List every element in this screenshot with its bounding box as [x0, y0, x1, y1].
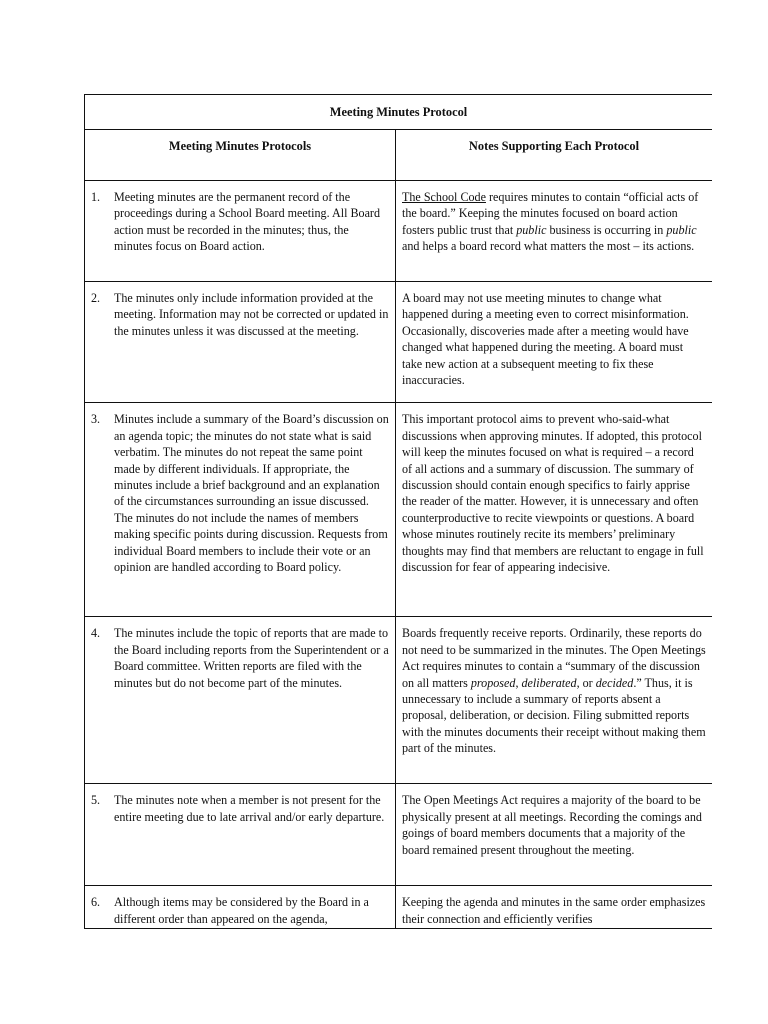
header-protocols: Meeting Minutes Protocols	[85, 130, 396, 181]
protocol-text: The minutes note when a member is not present for the entire meeting due to late arrival and/or early departure.	[114, 793, 385, 824]
protocol-cell	[85, 784, 396, 886]
note-text: The School Code requires minutes to contain “official acts of the board.” Keeping the minutes focused on board action fosters public trust that public business is occurring in public and helps a board record what matters the most – its actions.	[402, 190, 699, 254]
protocol-cell	[85, 403, 396, 617]
protocol-table	[84, 94, 712, 929]
table-title-row	[85, 95, 713, 130]
row-number: 4.	[91, 626, 101, 641]
row-number: 3.	[91, 412, 101, 427]
protocol-text: The minutes only include information provided at the meeting. Information may not be corrected or updated in the minutes unless it was discussed at the meeting.	[114, 291, 389, 338]
table-title: Meeting Minutes Protocol	[85, 95, 713, 130]
note-text: Boards frequently receive reports. Ordinarily, these reports do not need to be summarized in the minutes. The Open Meetings Act requires minutes to contain a “summary of the discussion on all matters proposed, deliberated, or decided.” Thus, it is unnecessary to include a summary of reports absent a proposal, deliberation, or decision. Filing submitted reports with the minutes documents their receipt without making them part of the minutes.	[402, 626, 706, 756]
protocol-cell	[85, 886, 396, 929]
note-cell	[396, 403, 713, 617]
protocol-cell	[85, 282, 396, 403]
protocol-text: Minutes include a summary of the Board’s discussion on an agenda topic; the minutes do not state what is said verbatim. The minutes do not repeat the same point made by different individuals. If appropriate, the minutes include a brief background and an explanation of the circumstances surrounding an issue discussed. The minutes do not include the names of members making specific points during discussion. Requests from individual Board members to include their vote or an opinion are handled according to Board policy.	[114, 412, 389, 575]
note-text: A board may not use meeting minutes to change what happened during a meeting even to correct misinformation. Occasionally, discoveries made after a meeting would have changed what happened during the meeting. A board must take new action at a subsequent meeting to fix these inaccuracies.	[402, 291, 689, 388]
table-row	[85, 784, 713, 886]
table-row	[85, 886, 713, 929]
note-cell	[396, 181, 713, 282]
document-page	[84, 94, 712, 929]
note-text: The Open Meetings Act requires a majority of the board to be physically present at all meetings. Recording the comings and goings of board members documents that a majority of the board remained present throughout the meeting.	[402, 793, 702, 857]
note-cell	[396, 886, 713, 929]
protocol-text: Although items may be considered by the Board in a different order than appeared on the agenda,	[114, 895, 369, 926]
row-number: 1.	[91, 190, 101, 204]
table-row	[85, 282, 713, 403]
row-number: 6.	[91, 895, 101, 910]
protocol-cell	[85, 181, 396, 282]
protocol-text: Meeting minutes are the permanent record of the proceedings during a School Board meeting. All Board action must be recorded in the minutes; thus, the minutes focus on Board action.	[114, 190, 381, 254]
table-header-row	[85, 130, 713, 181]
note-cell	[396, 784, 713, 886]
note-cell	[396, 617, 713, 784]
note-text: This important protocol aims to prevent who-said-what discussions when approving minutes. If adopted, this protocol will keep the minutes focused on what is required – a record of all actions and a summary of discussion. The summary of discussion should contain enough specifics to fairly apprise the reader of the matter. However, it is unnecessary and often counterproductive to recite viewpoints or questions. A board whose minutes routinely recite its members’ preliminary thoughts may find that members are reluctant to engage in full discussion for fear of appearing indecisive.	[402, 412, 704, 575]
protocol-cell	[85, 617, 396, 784]
table-row	[85, 403, 713, 617]
note-text: Keeping the agenda and minutes in the same order emphasizes their connection and efficiently verifies	[402, 895, 706, 926]
row-number: 5.	[91, 793, 101, 808]
protocol-text: The minutes include the topic of reports that are made to the Board including reports from the Superintendent or a Board committee. Written reports are filed with the minutes but do not become part of the minutes.	[114, 626, 389, 690]
table-row	[85, 617, 713, 784]
note-cell	[396, 282, 713, 403]
header-notes: Notes Supporting Each Protocol	[396, 130, 713, 181]
school-code-ref: The School Code	[402, 190, 486, 204]
row-number: 2.	[91, 291, 101, 305]
table-row	[85, 181, 713, 282]
